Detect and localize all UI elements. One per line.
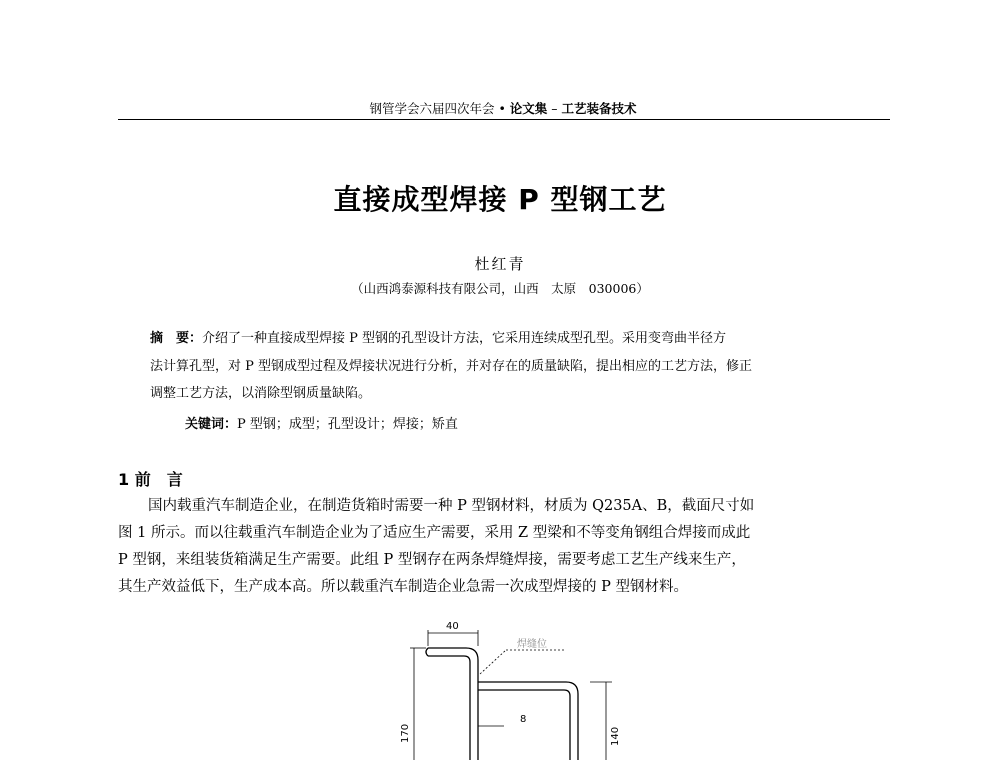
section-heading: 1 前 言: [118, 470, 183, 489]
paragraph-line: 国内载重汽车制造企业，在制造货箱时需要一种 P 型钢材料，材质为 Q235A、B，截面尺寸如: [148, 498, 755, 514]
header-dash: –: [551, 101, 558, 116]
weld-label: 焊缝位: [517, 639, 547, 650]
author-name: 杜红青: [474, 255, 526, 273]
abstract-text-1: 介绍了一种直接成型焊接 P 型钢的孔型设计方法，它采用连续成型孔型。采用变弯曲半径方: [202, 331, 727, 346]
abstract-line: 法计算孔型，对 P 型钢成型过程及焊接状况进行分析，并对存在的质量缺陷，提出相应的工艺方法，修正: [150, 359, 753, 374]
p-section-profile: [426, 648, 578, 760]
dim-label-top: 40: [446, 621, 459, 632]
paragraph-line: 其生产效益低下，生产成本高。所以载重汽车制造企业急需一次成型焊接的 P 型钢材料。: [118, 579, 688, 595]
dim-label-left: 170: [400, 723, 411, 743]
author-affiliation: （山西鸿泰源科技有限公司，山西 太原 030006）: [351, 281, 649, 296]
header-rule: [118, 119, 890, 120]
paragraph-line: 图 1 所示。而以往载重汽车制造企业为了适应生产需要，采用 Z 型梁和不等变角钢组合焊接而成此: [118, 525, 751, 541]
paragraph-line: P 型钢，来组装货箱满足生产需要。此组 P 型钢存在两条焊缝焊接，需要考虑工艺生产线来生产，: [118, 552, 746, 568]
abstract-line: [150, 330, 860, 348]
keywords-label: 关键词：: [185, 417, 238, 432]
dimension-lines: [410, 630, 612, 760]
keywords: [185, 413, 458, 432]
header-journal: 钢管学会六届四次年会: [369, 101, 495, 116]
paper-title: 直接成型焊接 P 型钢工艺: [333, 183, 667, 216]
p-section-figure: [380, 618, 640, 760]
running-header: [118, 98, 888, 120]
dim-label-right: 140: [610, 726, 621, 746]
header-section: 工艺装备技术: [561, 101, 637, 116]
abstract-line: 调整工艺方法，以消除型钢质量缺陷。: [150, 386, 372, 401]
abstract-label: 摘 要：: [150, 331, 203, 346]
header-separator: •: [498, 101, 506, 116]
header-collection: 论文集: [509, 101, 548, 116]
keywords-text: P 型钢；成型；孔型设计；焊接；矫直: [237, 417, 458, 432]
dim-label-inner: 8: [520, 714, 527, 725]
